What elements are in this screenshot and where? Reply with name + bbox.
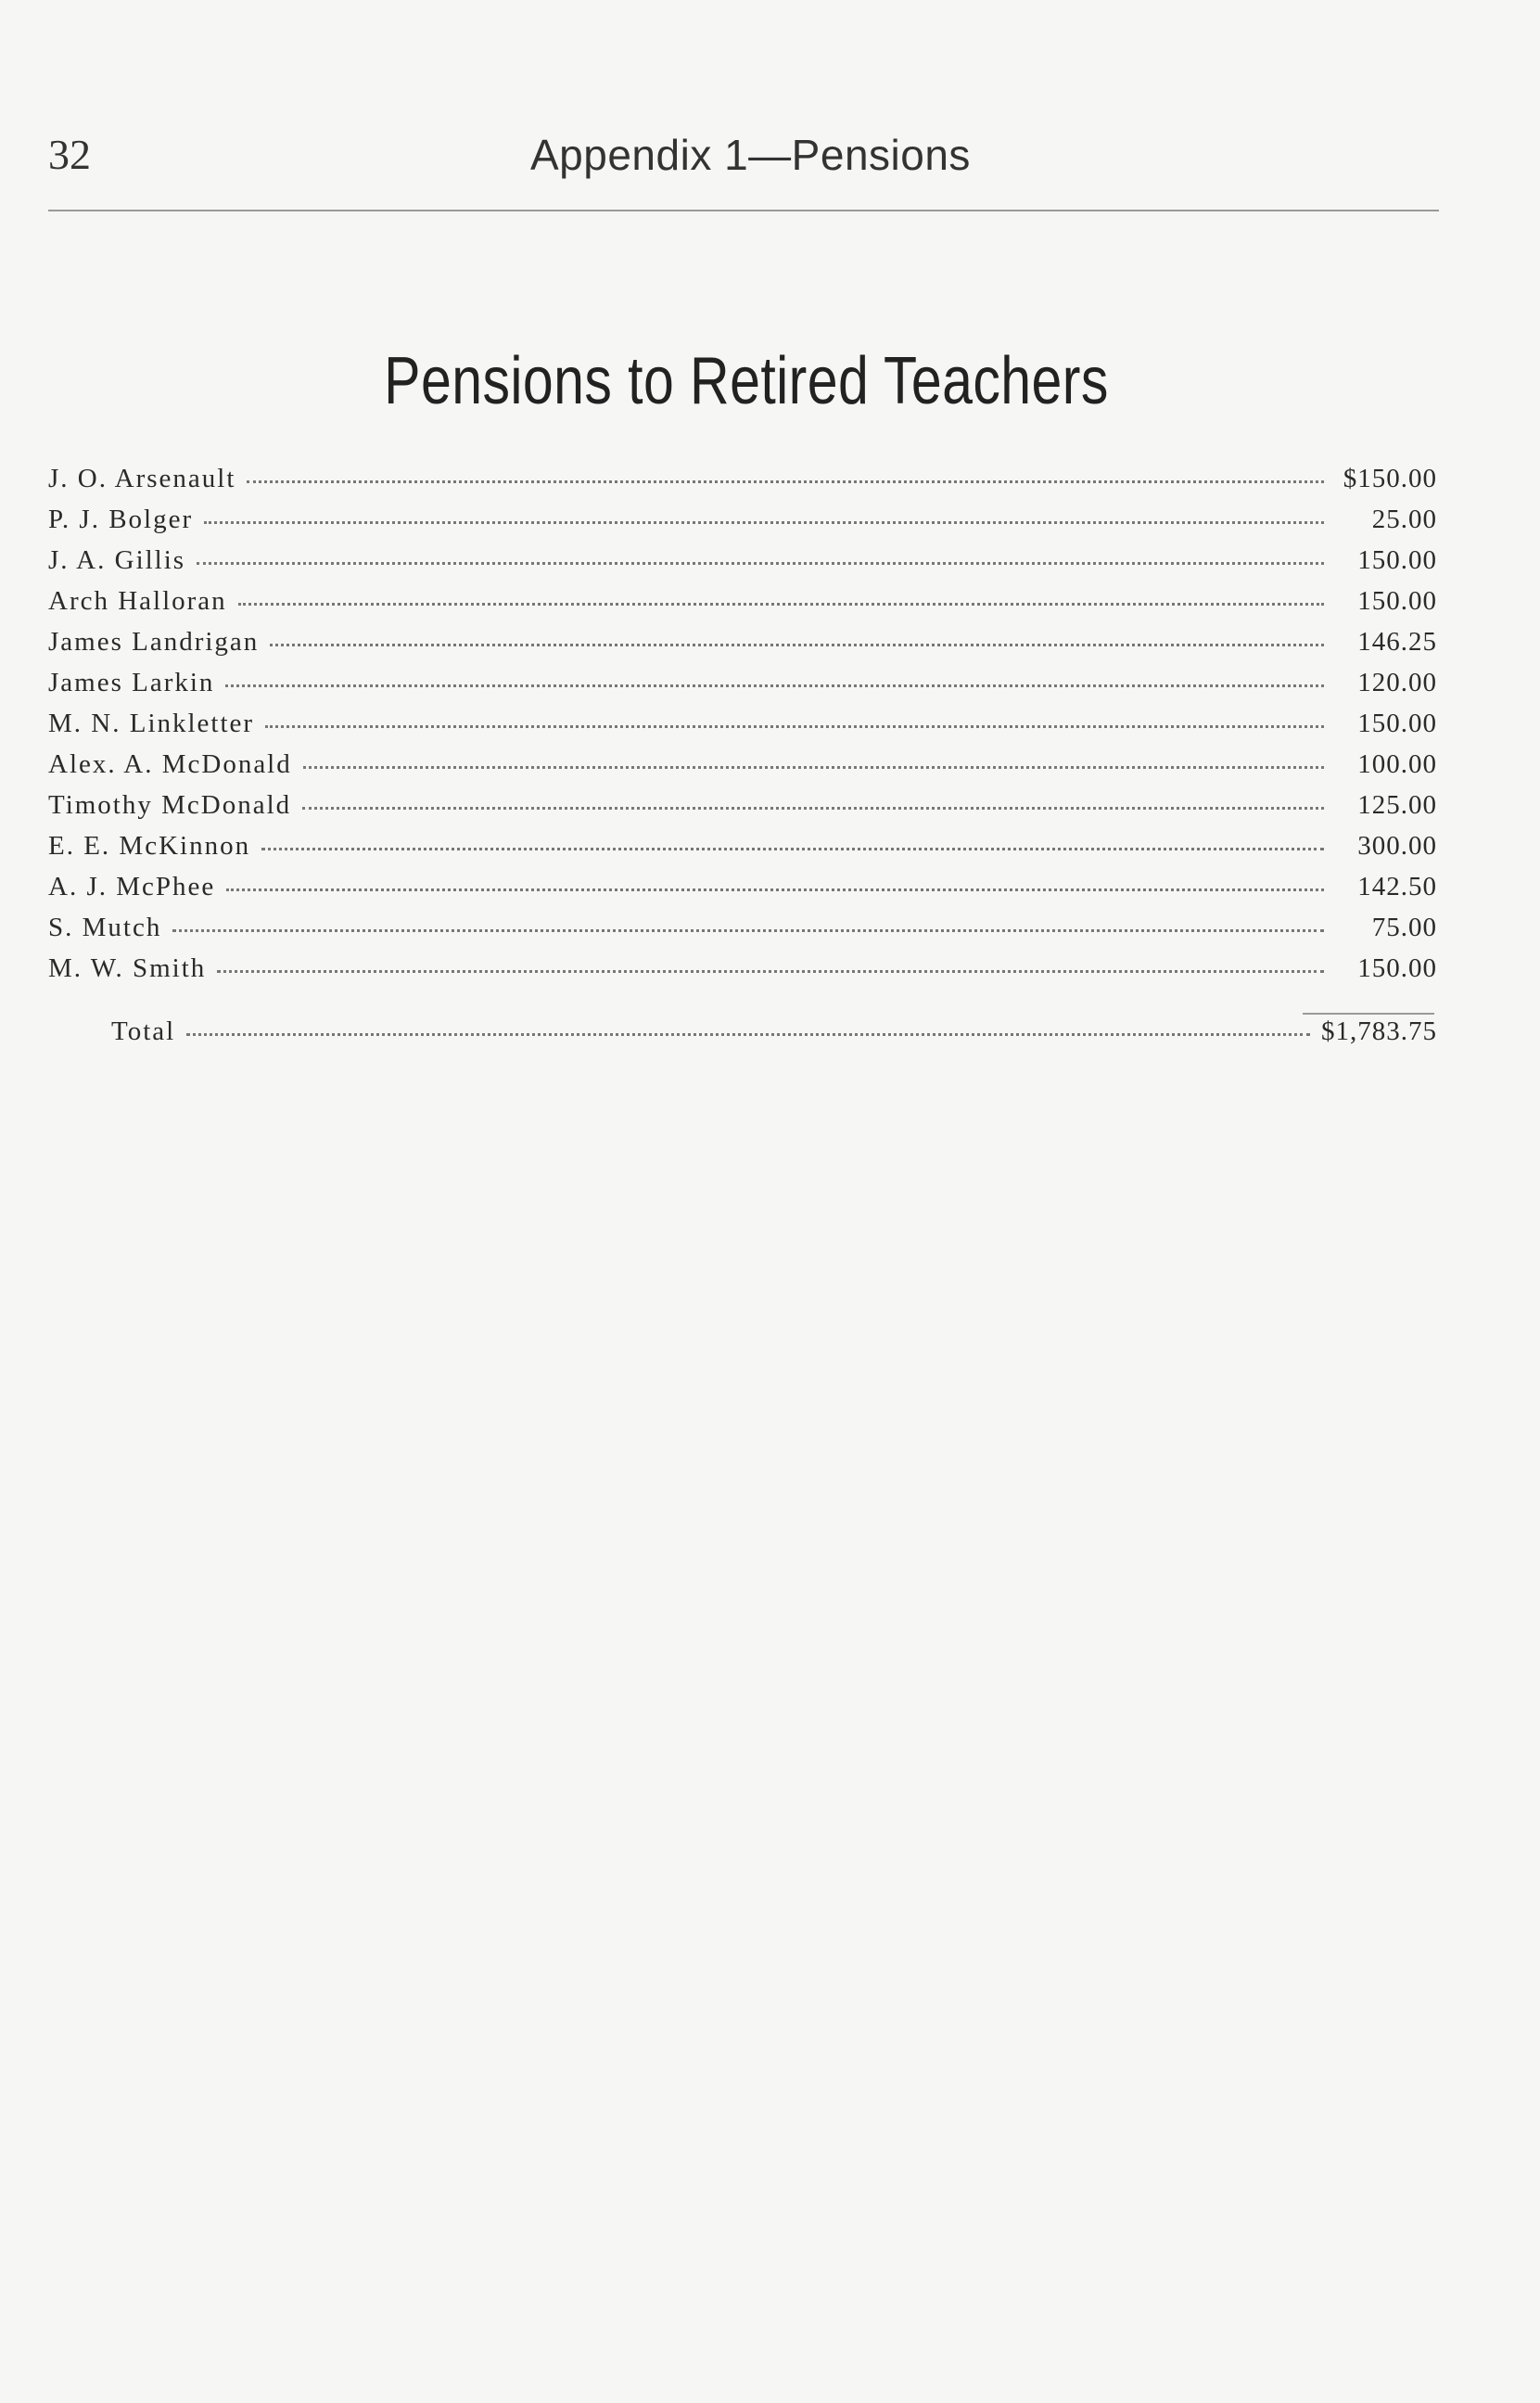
list-item xyxy=(48,953,1437,994)
pensioner-name: M. W. Smith xyxy=(48,953,207,983)
list-item xyxy=(48,872,1437,913)
list-item xyxy=(48,668,1437,709)
dot-leader xyxy=(225,684,1324,687)
pension-amount: 142.50 xyxy=(1357,872,1437,901)
pensioner-name: E. E. McKinnon xyxy=(48,831,251,861)
pension-amount: 150.00 xyxy=(1357,709,1437,738)
list-item xyxy=(48,709,1437,749)
total-label: Total xyxy=(111,1016,176,1046)
dot-leader xyxy=(217,970,1324,973)
list-item xyxy=(48,505,1437,545)
dot-leader xyxy=(238,603,1324,606)
pensioner-name: P. J. Bolger xyxy=(48,505,194,534)
pension-amount: 150.00 xyxy=(1357,953,1437,983)
dot-leader xyxy=(204,521,1324,524)
dot-leader xyxy=(303,766,1324,769)
dot-leader xyxy=(261,848,1324,850)
pension-amount: 300.00 xyxy=(1357,831,1437,861)
list-item xyxy=(48,545,1437,586)
list-item xyxy=(48,790,1437,831)
pension-amount: $150.00 xyxy=(1343,464,1437,493)
pension-amount: 150.00 xyxy=(1357,586,1437,616)
list-item xyxy=(48,913,1437,953)
pension-amount: 125.00 xyxy=(1357,790,1437,820)
dot-leader xyxy=(197,562,1324,565)
pensioner-name: James Larkin xyxy=(48,668,215,697)
pension-amount: 120.00 xyxy=(1357,668,1437,697)
pensioner-name: James Landrigan xyxy=(48,627,260,657)
dot-leader xyxy=(302,807,1324,810)
pensioner-name: Alex. A. McDonald xyxy=(48,749,292,779)
dot-leader xyxy=(247,480,1324,483)
page-number: 32 xyxy=(48,131,91,178)
header-rule xyxy=(48,210,1439,211)
list-item xyxy=(48,749,1437,790)
pensioner-name: J. A. Gillis xyxy=(48,545,186,575)
dot-leader xyxy=(172,929,1324,932)
pensioner-name: J. O. Arsenault xyxy=(48,464,236,493)
dot-leader xyxy=(270,644,1324,646)
dot-leader xyxy=(265,725,1324,728)
dot-leader xyxy=(186,1033,1310,1036)
pensioner-name: Timothy McDonald xyxy=(48,790,292,820)
pension-amount: 150.00 xyxy=(1357,545,1437,575)
pension-list xyxy=(48,464,1437,994)
pension-amount: 25.00 xyxy=(1371,505,1437,534)
pensioner-name: Arch Halloran xyxy=(48,586,227,616)
pensioner-name: M. N. Linkletter xyxy=(48,709,255,738)
pension-amount: 100.00 xyxy=(1357,749,1437,779)
total-rule xyxy=(1303,1013,1434,1015)
total-amount: $1,783.75 xyxy=(1321,1016,1437,1046)
page-heading: Pensions to Retired Teachers xyxy=(384,344,1109,418)
total-row xyxy=(111,1016,1437,1057)
dot-leader xyxy=(226,888,1324,891)
pensioner-name: A. J. McPhee xyxy=(48,872,216,901)
running-title: Appendix 1—Pensions xyxy=(530,131,971,179)
pension-amount: 75.00 xyxy=(1371,913,1437,942)
pensioner-name: S. Mutch xyxy=(48,913,162,942)
running-head xyxy=(48,130,1439,185)
list-item xyxy=(48,627,1437,668)
pension-amount: 146.25 xyxy=(1357,627,1437,657)
list-item xyxy=(48,464,1437,505)
list-item xyxy=(48,586,1437,627)
list-item xyxy=(48,831,1437,872)
